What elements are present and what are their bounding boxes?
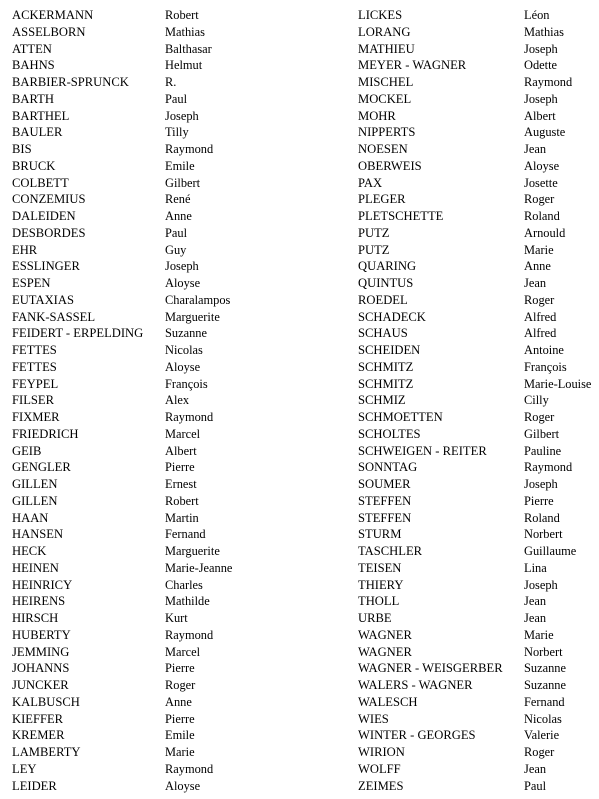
- surname: HEINRICY: [12, 577, 73, 592]
- first-name: Marguerite: [165, 544, 220, 558]
- first-name: Jean: [524, 276, 547, 290]
- first-name: Josette: [524, 175, 558, 190]
- surname: THOLL: [358, 594, 400, 609]
- surname: PUTZ: [358, 225, 390, 240]
- surname: MOCKEL: [358, 91, 412, 106]
- surname: FETTES: [12, 343, 57, 357]
- surname: FETTES: [12, 359, 57, 374]
- surname: WALESCH: [358, 694, 418, 709]
- surname: ROEDEL: [358, 292, 408, 307]
- surname: STEFFEN: [358, 493, 412, 508]
- first-name: Pauline: [524, 443, 562, 458]
- first-name: Martin: [165, 510, 199, 525]
- first-name: Roland: [524, 510, 560, 525]
- first-name: Helmut: [165, 58, 203, 73]
- first-name: Marcel: [165, 644, 201, 659]
- surname: DALEIDEN: [12, 209, 76, 223]
- first-name: Marie: [524, 627, 554, 642]
- first-name: Alfred: [524, 309, 557, 324]
- surname: NIPPERTS: [358, 125, 416, 140]
- surname: MEYER - WAGNER: [358, 58, 467, 73]
- surname: LEIDER: [12, 778, 57, 793]
- surname: WIRION: [358, 745, 405, 759]
- first-name: Joseph: [524, 577, 558, 592]
- surname: KALBUSCH: [12, 694, 80, 709]
- first-name: Charalampos: [165, 292, 231, 307]
- first-name: Gilbert: [165, 175, 201, 190]
- surname: MISCHEL: [358, 75, 414, 89]
- right-firstname-column: [524, 7, 591, 794]
- surname: JOHANNS: [12, 661, 70, 676]
- first-name: François: [165, 376, 208, 391]
- first-name: Marguerite: [165, 309, 220, 324]
- first-name: Aloyse: [165, 359, 201, 374]
- first-name: Odette: [524, 58, 558, 73]
- first-name: Marie-Jeanne: [165, 560, 233, 575]
- first-name: Aloyse: [165, 778, 201, 793]
- surname: BARTHEL: [12, 108, 70, 123]
- first-name: R.: [165, 75, 177, 89]
- surname: KREMER: [12, 728, 65, 743]
- surname: WAGNER: [358, 644, 412, 659]
- surname: WINTER - GEORGES: [358, 728, 476, 743]
- first-name: Roger: [165, 678, 196, 692]
- first-name: Pierre: [165, 711, 195, 726]
- first-name: Norbert: [524, 644, 563, 659]
- surname: DESBORDES: [12, 225, 86, 240]
- first-name: Jean: [524, 611, 547, 625]
- surname: STURM: [358, 527, 402, 542]
- first-name: Jean: [524, 761, 547, 776]
- first-name: Ernest: [165, 477, 197, 491]
- surname: HIRSCH: [12, 611, 59, 625]
- surname: EHR: [12, 242, 38, 257]
- first-name: Roland: [524, 209, 560, 223]
- first-name: Albert: [165, 443, 197, 458]
- surname: GILLEN: [12, 477, 58, 491]
- surname: GILLEN: [12, 493, 58, 508]
- first-name: Paul: [524, 778, 547, 793]
- surname: LAMBERTY: [12, 745, 81, 759]
- surname: SOUMER: [358, 477, 411, 491]
- first-name: Léon: [524, 8, 550, 22]
- surname: WOLFF: [358, 761, 401, 776]
- first-name: Jean: [524, 594, 547, 609]
- first-name: Joseph: [165, 259, 199, 274]
- first-name: Balthasar: [165, 41, 212, 56]
- surname: FILSER: [12, 393, 54, 408]
- first-name: Joseph: [165, 108, 199, 123]
- first-name: Fernand: [524, 694, 565, 709]
- first-name: Norbert: [524, 527, 563, 542]
- surname: GEIB: [12, 443, 42, 458]
- surname: SCHAUS: [358, 326, 408, 341]
- first-name: Nicolas: [165, 343, 203, 357]
- surname: LICKES: [358, 8, 403, 22]
- left-surname-column: [12, 7, 143, 794]
- surname: HUBERTY: [12, 627, 71, 642]
- first-name: Marie: [165, 745, 195, 759]
- surname: BIS: [12, 142, 32, 156]
- first-name: Guy: [165, 242, 187, 257]
- surname: SCHWEIGEN - REITER: [358, 443, 487, 458]
- first-name: Raymond: [524, 75, 573, 89]
- first-name: Marie: [524, 242, 554, 257]
- first-name: Emile: [165, 158, 195, 173]
- first-name: Albert: [524, 108, 556, 123]
- first-name: Pierre: [165, 460, 195, 475]
- surname: PLEGER: [358, 192, 406, 207]
- first-name: Mathilde: [165, 594, 210, 609]
- surname: BARTH: [12, 91, 54, 106]
- surname: NOESEN: [358, 142, 408, 156]
- surname: BAULER: [12, 125, 63, 140]
- first-name: Raymond: [165, 761, 214, 776]
- first-name: Robert: [165, 493, 199, 508]
- first-name: Pierre: [524, 493, 554, 508]
- first-name: Mathias: [524, 24, 564, 39]
- first-name: Marie-Louise: [524, 376, 592, 391]
- surname: TASCHLER: [358, 544, 423, 558]
- surname: STEFFEN: [358, 510, 412, 525]
- surname: ESSLINGER: [12, 259, 80, 274]
- first-name: Roger: [524, 292, 555, 307]
- surname: HANSEN: [12, 527, 64, 542]
- first-name: Raymond: [165, 627, 214, 642]
- first-name: François: [524, 359, 567, 374]
- surname: FEIDERT - ERPELDING: [12, 326, 144, 341]
- surname: HEINEN: [12, 560, 59, 575]
- first-name: Joseph: [524, 91, 558, 106]
- surname: SONNTAG: [358, 460, 418, 475]
- surname: URBE: [358, 611, 392, 625]
- surname: TEISEN: [358, 560, 402, 575]
- first-name: Roger: [524, 745, 555, 759]
- surname: SCHADECK: [358, 309, 426, 324]
- surname: BARBIER-SPRUNCK: [12, 75, 129, 89]
- first-name: Charles: [165, 577, 203, 592]
- surname: CONZEMIUS: [12, 192, 86, 207]
- surname: ATTEN: [12, 41, 52, 56]
- first-name: Suzanne: [524, 661, 566, 676]
- first-name: Raymond: [524, 460, 573, 475]
- surname: FEYPEL: [12, 376, 59, 391]
- surname: HECK: [12, 544, 47, 558]
- first-name: René: [165, 192, 191, 207]
- first-name: Suzanne: [165, 326, 207, 341]
- surname: EUTAXIAS: [12, 292, 74, 307]
- surname: FANK-SASSEL: [12, 309, 96, 324]
- surname: WAGNER: [358, 627, 412, 642]
- first-name: Raymond: [165, 410, 214, 424]
- surname: QUINTUS: [358, 276, 414, 290]
- surname: QUARING: [358, 259, 417, 274]
- surname: SCHMIZ: [358, 393, 406, 408]
- surname: SCHMITZ: [358, 376, 414, 391]
- surname: ACKERMANN: [12, 8, 94, 22]
- first-name: Tilly: [165, 125, 189, 140]
- first-name: Anne: [524, 259, 551, 274]
- first-name: Robert: [165, 8, 199, 22]
- surname: LORANG: [358, 24, 411, 39]
- first-name: Gilbert: [524, 426, 560, 441]
- surname: FIXMER: [12, 410, 60, 424]
- surname: HEIRENS: [12, 594, 66, 609]
- first-name: Guillaume: [524, 544, 577, 558]
- surname: SCHOLTES: [358, 426, 421, 441]
- first-name: Nicolas: [524, 711, 562, 726]
- first-name: Fernand: [165, 527, 206, 542]
- first-name: Joseph: [524, 41, 558, 56]
- surname: THIERY: [358, 577, 404, 592]
- first-name: Valerie: [524, 728, 560, 743]
- surname: FRIEDRICH: [12, 426, 79, 441]
- surname: PUTZ: [358, 242, 390, 257]
- surname: PLETSCHETTE: [358, 209, 444, 223]
- surname: WIES: [358, 711, 389, 726]
- surname: HAAN: [12, 510, 49, 525]
- surname: ESPEN: [12, 276, 51, 290]
- surname: ASSELBORN: [12, 24, 86, 39]
- surname: BRUCK: [12, 158, 56, 173]
- surname: JEMMING: [12, 644, 70, 659]
- surname: SCHEIDEN: [358, 343, 421, 357]
- surname: OBERWEIS: [358, 158, 422, 173]
- surname: MATHIEU: [358, 41, 415, 56]
- surname: ZEIMES: [358, 778, 404, 793]
- surname: MOHR: [358, 108, 396, 123]
- first-name: Pierre: [165, 661, 195, 676]
- surname: SCHMITZ: [358, 359, 414, 374]
- first-name: Raymond: [165, 142, 214, 156]
- first-name: Antoine: [524, 343, 564, 357]
- first-name: Suzanne: [524, 678, 566, 692]
- right-surname-column: [358, 7, 503, 794]
- first-name: Anne: [165, 694, 192, 709]
- first-name: Anne: [165, 209, 192, 223]
- surname: COLBETT: [12, 175, 69, 190]
- first-name: Aloyse: [524, 158, 560, 173]
- surname: SCHMOETTEN: [358, 410, 443, 424]
- first-name: Cilly: [524, 393, 549, 408]
- surname: PAX: [358, 175, 383, 190]
- surname: WALERS - WAGNER: [358, 678, 473, 692]
- first-name: Joseph: [524, 477, 558, 491]
- first-name: Roger: [524, 192, 555, 207]
- first-name: Marcel: [165, 426, 201, 441]
- first-name: Kurt: [165, 611, 188, 625]
- first-name: Mathias: [165, 24, 205, 39]
- first-name: Auguste: [524, 125, 566, 140]
- first-name: Lina: [524, 560, 547, 575]
- surname: GENGLER: [12, 460, 71, 475]
- first-name: Alex: [165, 393, 190, 408]
- first-name: Roger: [524, 410, 555, 424]
- surname: KIEFFER: [12, 711, 64, 726]
- first-name: Jean: [524, 142, 547, 156]
- first-name: Alfred: [524, 326, 557, 341]
- surname: BAHNS: [12, 58, 55, 73]
- first-name: Paul: [165, 91, 188, 106]
- surname: LEY: [12, 761, 37, 776]
- first-name: Arnould: [524, 225, 566, 240]
- surname: JUNCKER: [12, 678, 69, 692]
- first-name: Emile: [165, 728, 195, 743]
- left-firstname-column: [165, 7, 232, 794]
- surname: WAGNER - WEISGERBER: [358, 661, 503, 676]
- first-name: Paul: [165, 225, 188, 240]
- first-name: Aloyse: [165, 276, 201, 290]
